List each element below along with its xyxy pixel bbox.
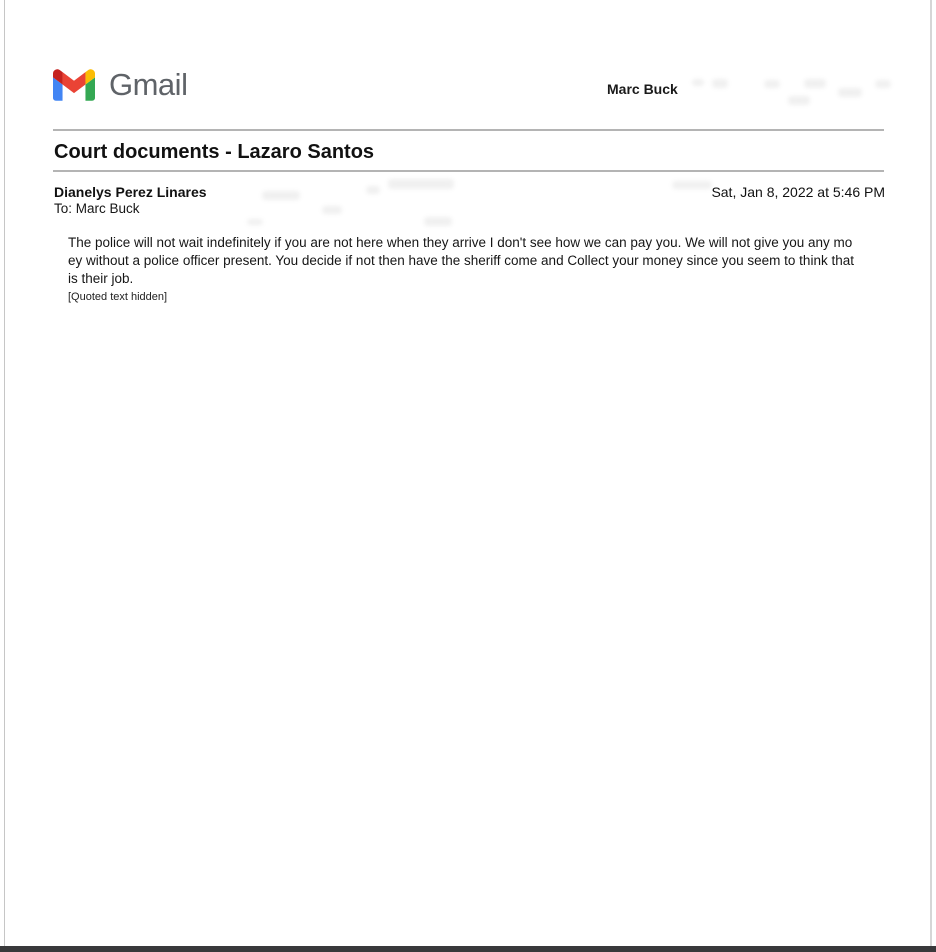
quoted-text-hidden-notice: [Quoted text hidden] (68, 291, 168, 304)
erased-text-smudge (788, 96, 810, 105)
gmail-m-chevron (63, 72, 86, 93)
erased-text-smudge (672, 181, 712, 189)
sender-name: Dianelys Perez Linares (54, 184, 207, 200)
page-left-border (4, 0, 5, 946)
message-body: The police will not wait indefinitely if you are not here when they arrive I don't see how we can pay you. We will not give you any mo ey without a police officer present. You decide if not then have the sheriff come and Collect your money since you seem to think that is their job. (68, 235, 854, 286)
scan-bottom-edge (0, 946, 936, 952)
message-body-container (68, 234, 866, 303)
erased-text-smudge (838, 88, 862, 97)
account-name: Marc Buck (607, 81, 678, 97)
erased-text-smudge (366, 186, 380, 194)
erased-text-smudge (692, 79, 704, 86)
erased-text-smudge (804, 79, 826, 88)
erased-text-smudge (262, 191, 300, 200)
erased-text-smudge (764, 80, 780, 88)
gmail-logo (53, 69, 187, 101)
divider-below-subject (53, 170, 884, 172)
page-right-border (930, 0, 932, 946)
divider-top (53, 129, 884, 131)
erased-text-smudge (424, 217, 452, 226)
erased-text-smudge (875, 80, 891, 88)
erased-text-smudge (247, 219, 263, 225)
gmail-m-icon (53, 69, 95, 101)
gmail-logo-text: Gmail (109, 67, 188, 102)
erased-text-smudge (388, 179, 454, 189)
email-subject: Court documents - Lazaro Santos (54, 141, 375, 163)
erased-text-smudge (712, 79, 728, 88)
message-date: Sat, Jan 8, 2022 at 5:46 PM (711, 184, 885, 200)
recipient-line: To: Marc Buck (54, 201, 140, 216)
erased-text-smudge (322, 206, 342, 214)
